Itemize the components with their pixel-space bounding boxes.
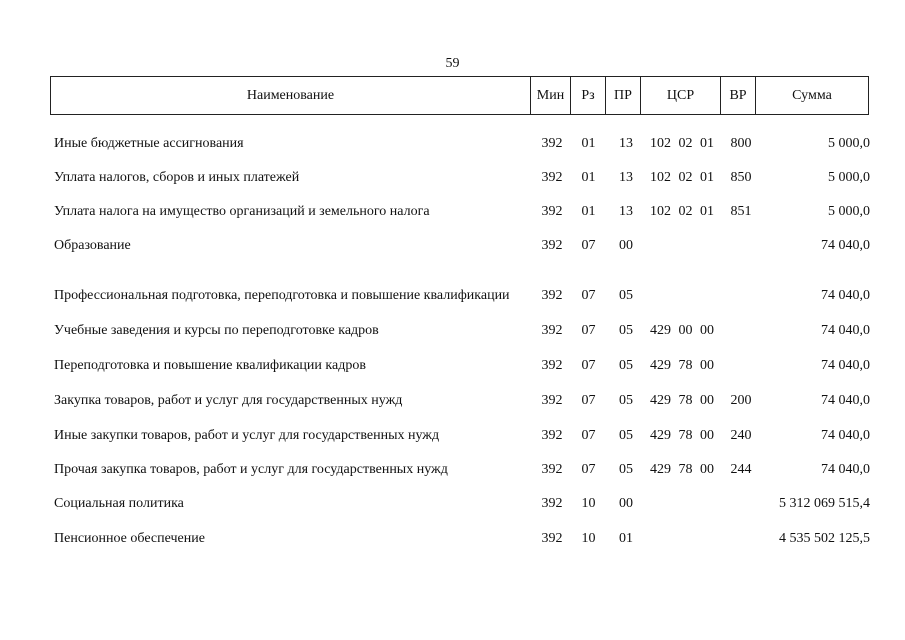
row-csr: 429 78 00 bbox=[650, 428, 714, 443]
row-name: Уплата налогов, сборов и иных платежей bbox=[54, 170, 300, 185]
table-row bbox=[0, 319, 905, 339]
column-header-sum: Сумма bbox=[756, 77, 869, 115]
row-rz: 07 bbox=[581, 288, 596, 303]
row-vr: 240 bbox=[730, 428, 752, 443]
column-header-name: Наименование bbox=[51, 77, 531, 115]
row-vr: 800 bbox=[730, 136, 752, 151]
row-sum: 4 535 502 125,5 bbox=[779, 531, 870, 546]
row-min: 392 bbox=[541, 393, 563, 408]
row-min: 392 bbox=[541, 204, 563, 219]
table-row bbox=[0, 200, 905, 220]
row-rz: 10 bbox=[581, 531, 596, 546]
row-sum: 5 000,0 bbox=[828, 136, 870, 151]
row-min: 392 bbox=[541, 288, 563, 303]
row-vr: 851 bbox=[730, 204, 752, 219]
row-sum: 74 040,0 bbox=[821, 358, 870, 373]
row-csr: 429 78 00 bbox=[650, 393, 714, 408]
table-row bbox=[0, 166, 905, 186]
row-min: 392 bbox=[541, 462, 563, 477]
row-sum: 74 040,0 bbox=[821, 288, 870, 303]
row-min: 392 bbox=[541, 238, 563, 253]
row-rz: 07 bbox=[581, 428, 596, 443]
column-header-vr: ВР bbox=[721, 77, 756, 115]
column-header-pr: ПР bbox=[606, 77, 641, 115]
row-sum: 5 312 069 515,4 bbox=[779, 496, 870, 511]
table-row bbox=[0, 492, 905, 512]
table-row bbox=[0, 234, 905, 254]
row-rz: 01 bbox=[581, 170, 596, 185]
row-pr: 05 bbox=[619, 358, 633, 373]
table-row bbox=[0, 424, 905, 444]
row-name: Социальная политика bbox=[54, 496, 184, 511]
row-csr: 102 02 01 bbox=[650, 204, 714, 219]
row-name: Закупка товаров, работ и услуг для государственных нужд bbox=[54, 393, 403, 408]
row-name: Пенсионное обеспечение bbox=[54, 531, 205, 546]
row-rz: 07 bbox=[581, 358, 596, 373]
row-sum: 5 000,0 bbox=[828, 204, 870, 219]
row-name: Учебные заведения и курсы по переподготовке кадров bbox=[54, 323, 379, 338]
row-vr: 244 bbox=[730, 462, 752, 477]
row-name: Иные закупки товаров, работ и услуг для государственных нужд bbox=[54, 428, 440, 443]
row-sum: 74 040,0 bbox=[821, 238, 870, 253]
row-vr: 200 bbox=[730, 393, 752, 408]
row-pr: 13 bbox=[619, 204, 633, 219]
row-min: 392 bbox=[541, 531, 563, 546]
row-min: 392 bbox=[541, 428, 563, 443]
row-csr: 102 02 01 bbox=[650, 136, 714, 151]
column-header-csr: ЦСР bbox=[641, 77, 721, 115]
row-sum: 74 040,0 bbox=[821, 393, 870, 408]
row-csr: 429 78 00 bbox=[650, 358, 714, 373]
table-row bbox=[0, 458, 905, 478]
row-pr: 05 bbox=[619, 323, 633, 338]
table-row bbox=[0, 270, 905, 304]
row-rz: 07 bbox=[581, 238, 596, 253]
row-pr: 05 bbox=[619, 393, 633, 408]
row-rz: 07 bbox=[581, 323, 596, 338]
column-header-rz: Рз bbox=[571, 77, 606, 115]
row-rz: 07 bbox=[581, 462, 596, 477]
row-min: 392 bbox=[541, 170, 563, 185]
row-min: 392 bbox=[541, 496, 563, 511]
page-number: 59 bbox=[445, 56, 460, 71]
row-pr: 01 bbox=[619, 531, 633, 546]
row-min: 392 bbox=[541, 323, 563, 338]
row-name: Переподготовка и повышение квалификации кадров bbox=[54, 358, 366, 373]
row-pr: 05 bbox=[619, 288, 633, 303]
table-row bbox=[0, 527, 905, 547]
row-name: Профессиональная подготовка, переподготовка и повышение квалификации bbox=[54, 288, 510, 303]
row-pr: 05 bbox=[619, 428, 633, 443]
row-rz: 07 bbox=[581, 393, 596, 408]
row-pr: 00 bbox=[619, 238, 633, 253]
row-pr: 05 bbox=[619, 462, 633, 477]
row-pr: 13 bbox=[619, 170, 633, 185]
row-rz: 01 bbox=[581, 136, 596, 151]
row-sum: 74 040,0 bbox=[821, 462, 870, 477]
row-min: 392 bbox=[541, 358, 563, 373]
row-name: Образование bbox=[54, 238, 131, 253]
column-header-min: Мин bbox=[531, 77, 571, 115]
row-csr: 429 00 00 bbox=[650, 323, 714, 338]
table-row bbox=[0, 354, 905, 374]
row-rz: 10 bbox=[581, 496, 596, 511]
table-row bbox=[0, 132, 905, 152]
row-name: Уплата налога на имущество организаций и земельного налога bbox=[54, 204, 430, 219]
row-min: 392 bbox=[541, 136, 563, 151]
row-sum: 5 000,0 bbox=[828, 170, 870, 185]
row-csr: 102 02 01 bbox=[650, 170, 714, 185]
row-vr: 850 bbox=[730, 170, 752, 185]
row-sum: 74 040,0 bbox=[821, 428, 870, 443]
row-name: Прочая закупка товаров, работ и услуг для государственных нужд bbox=[54, 462, 448, 477]
row-csr: 429 78 00 bbox=[650, 462, 714, 477]
row-sum: 74 040,0 bbox=[821, 323, 870, 338]
row-rz: 01 bbox=[581, 204, 596, 219]
row-pr: 00 bbox=[619, 496, 633, 511]
table-row bbox=[0, 389, 905, 409]
row-name: Иные бюджетные ассигнования bbox=[54, 136, 244, 151]
row-pr: 13 bbox=[619, 136, 633, 151]
